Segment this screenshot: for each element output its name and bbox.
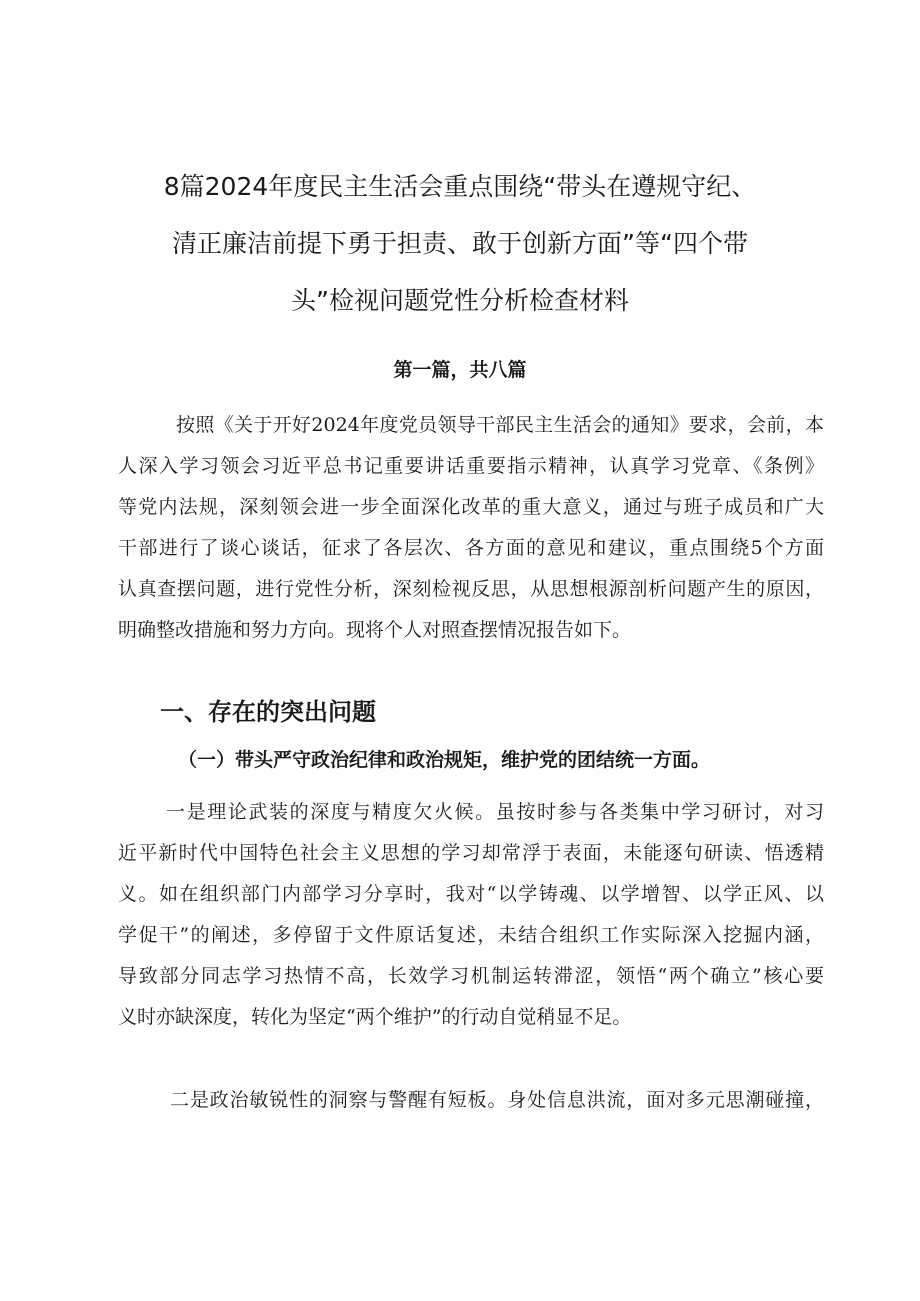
section-heading: 一、存在的突出问题 <box>160 698 376 726</box>
paragraph-line: 义。如在组织部门内部学习分享时，我对“以学铸魂、以学增智、以学正风、以 <box>118 883 824 905</box>
title-line: 8篇2024年度民主生活会重点围绕“带头在遵规守纪、 <box>163 172 757 201</box>
paragraph-line: 二是政治敏锐性的洞察与警醒有短板。身处信息洪流，面对多元思潮碰撞， <box>170 1089 824 1111</box>
paragraph-line: 导致部分同志学习热情不高，长效学习机制运转滞涩，领悟“两个确立”核心要 <box>118 965 824 987</box>
intro-line: 干部进行了谈心谈话，征求了各层次、各方面的意见和建议，重点围绕5个方面 <box>118 537 824 559</box>
intro-line: 明确整改措施和努力方向。现将个人对照查摆情况报告如下。 <box>118 619 632 641</box>
paragraph-line: 义时亦缺深度，转化为坚定“两个维护”的行动自觉稍显不足。 <box>118 1006 632 1028</box>
paragraph-line: 学促干”的阐述，多停留于文件原话复述，未结合组织工作实际深入挖掘内涵， <box>118 924 824 946</box>
intro-line: 认真查摆问题，进行党性分析，深刻检视反思，从思想根源剖析问题产生的原因， <box>118 578 824 600</box>
paragraph-two <box>118 1080 824 1121</box>
intro-paragraph <box>118 405 824 651</box>
document-subtitle: 第一篇，共八篇 <box>393 359 527 381</box>
intro-line: 按照《关于开好2024年度党员领导干部民主生活会的通知》要求，会前，本 <box>176 414 824 436</box>
title-line: 清正廉洁前提下勇于担责、敢于创新方面”等“四个带 <box>172 229 748 258</box>
paragraph-one <box>118 792 824 1038</box>
paragraph-line: 一是理论武装的深度与精度欠火候。虽按时参与各类集中学习研讨，对习 <box>166 801 824 823</box>
document-title <box>150 158 770 329</box>
intro-line: 等党内法规，深刻领会进一步全面深化改革的重大意义，通过与班子成员和广大 <box>118 496 824 518</box>
intro-line: 人深入学习领会习近平总书记重要讲话重要指示精神，认真学习党章、《条例》 <box>118 455 824 477</box>
title-line: 头”检视问题党性分析检查材料 <box>291 286 629 315</box>
subsection-heading: （一）带头严守政治纪律和政治规矩，维护党的团结统一方面。 <box>178 749 711 771</box>
paragraph-line: 近平新时代中国特色社会主义思想的学习却常浮于表面，未能逐句研读、悟透精 <box>118 842 824 864</box>
